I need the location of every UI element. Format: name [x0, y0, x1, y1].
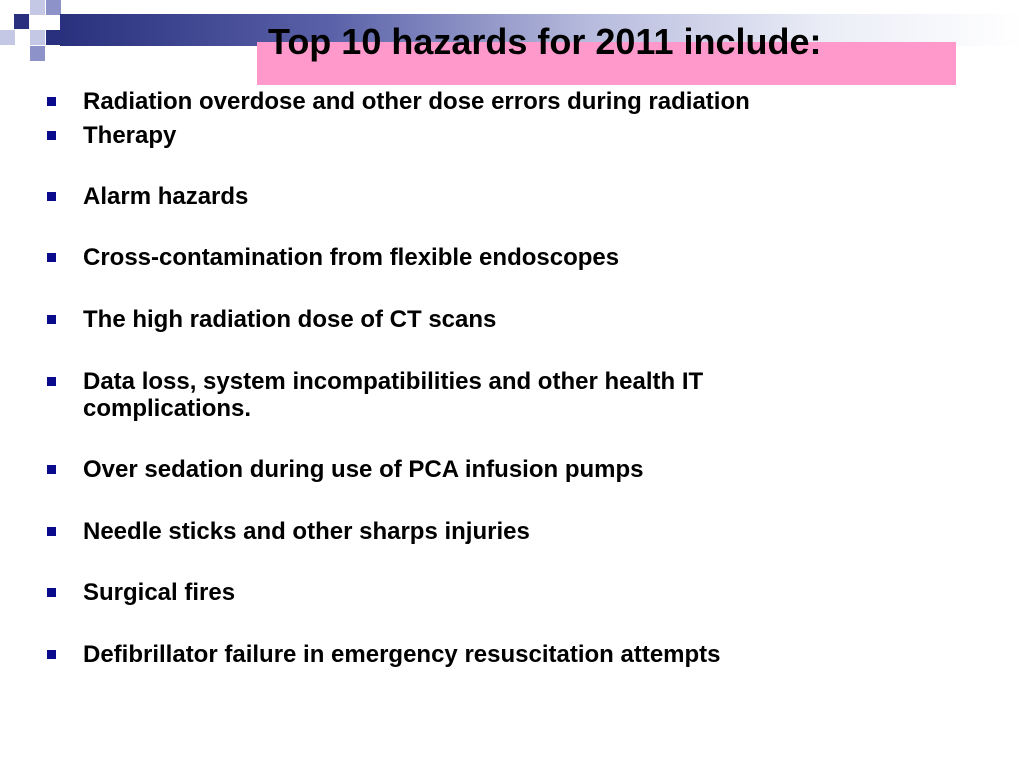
list-item-text: Defibrillator failure in emergency resuscitation attempts	[83, 641, 721, 668]
deco-square	[46, 30, 61, 45]
deco-square	[30, 30, 45, 45]
list-item-text: Data loss, system incompatibilities and other health IT complications.	[83, 368, 704, 422]
square-bullet-icon	[47, 315, 56, 324]
deco-square	[46, 0, 61, 15]
list-item-text: Therapy	[83, 122, 177, 149]
square-bullet-icon	[47, 97, 56, 106]
list-item-text: Over sedation during use of PCA infusion pumps	[83, 456, 644, 483]
square-bullet-icon	[47, 131, 56, 140]
square-bullet-icon	[47, 377, 56, 386]
square-bullet-icon	[47, 650, 56, 659]
list-item-text: Cross-contamination from flexible endoscopes	[83, 244, 620, 271]
square-bullet-icon	[47, 588, 56, 597]
square-bullet-icon	[47, 465, 56, 474]
square-bullet-icon	[47, 192, 56, 201]
list-item-text: Surgical fires	[83, 579, 236, 606]
square-bullet-icon	[47, 527, 56, 536]
list-item-text: Needle sticks and other sharps injuries	[83, 518, 530, 545]
deco-square	[30, 0, 45, 15]
square-bullet-icon	[47, 253, 56, 262]
deco-square	[30, 46, 45, 61]
list-item-text: Radiation overdose and other dose errors during radiation	[83, 88, 750, 115]
list-item-text: The high radiation dose of CT scans	[83, 306, 497, 333]
deco-square	[14, 14, 29, 29]
deco-square	[0, 30, 15, 45]
slide-title: Top 10 hazards for 2011 include:	[268, 21, 822, 62]
list-item-text: Alarm hazards	[83, 183, 249, 210]
